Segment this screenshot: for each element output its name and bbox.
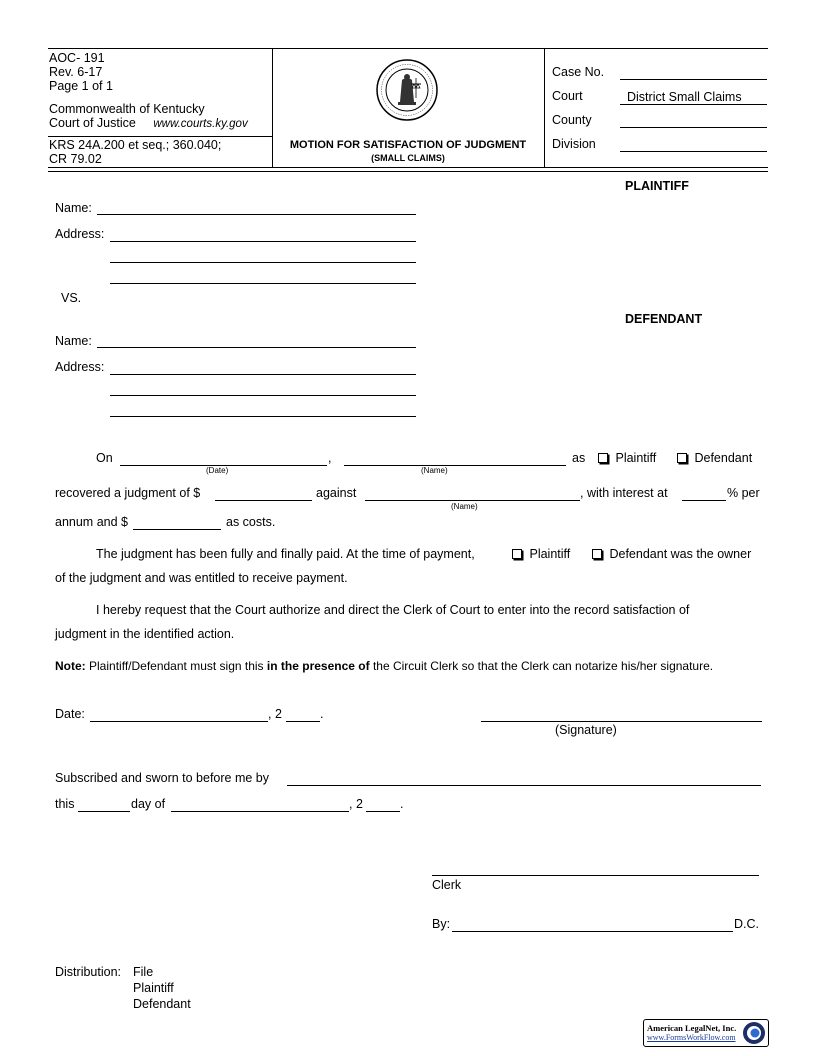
defendant-name-label: Name: bbox=[55, 334, 92, 348]
month-field[interactable] bbox=[171, 811, 349, 812]
as-label: as bbox=[572, 451, 586, 465]
subscribed-label: Subscribed and sworn to before me by bbox=[55, 771, 270, 785]
case-no-field[interactable] bbox=[620, 79, 767, 80]
form-rev: Rev. 6-17 bbox=[49, 65, 103, 79]
plaintiff-address-line-3[interactable] bbox=[110, 283, 416, 284]
court-field bbox=[620, 104, 767, 105]
sign-date-field[interactable] bbox=[90, 721, 268, 722]
defendant-checkbox-1[interactable] bbox=[677, 451, 752, 465]
plaintiff-option-label: Plaintiff bbox=[615, 451, 657, 465]
recovered-label: recovered a judgment of $ bbox=[55, 486, 201, 500]
plaintiff-checkbox-2[interactable] bbox=[512, 547, 570, 561]
name-hint-1: (Name) bbox=[421, 466, 448, 475]
form-subtitle: (SMALL CLAIMS) bbox=[371, 153, 445, 163]
defendant-address-line-1[interactable] bbox=[110, 374, 416, 375]
defendant-heading: DEFENDANT bbox=[625, 312, 703, 326]
plaintiff-address-label: Address: bbox=[55, 227, 105, 241]
subscribed-name-field[interactable] bbox=[287, 785, 761, 786]
plaintiff-option-label: Plaintiff bbox=[529, 547, 571, 561]
header-bottom-rule-2 bbox=[48, 171, 768, 172]
checkbox-icon bbox=[598, 453, 608, 463]
header-divider-right bbox=[544, 48, 545, 167]
name-hint-2: (Name) bbox=[451, 502, 478, 511]
defendant-address-label: Address: bbox=[55, 360, 105, 374]
on-label: On bbox=[96, 451, 113, 465]
division-field[interactable] bbox=[620, 151, 767, 152]
court-label: Court bbox=[552, 89, 583, 103]
distribution-label: Distribution: bbox=[55, 965, 121, 979]
plaintiff-address-line-1[interactable] bbox=[110, 241, 416, 242]
signature-field[interactable] bbox=[481, 721, 762, 722]
vs-label: VS. bbox=[61, 291, 82, 305]
defendant-owner-label: Defendant was the owner bbox=[609, 547, 752, 561]
this-label: this bbox=[55, 797, 75, 811]
plaintiff-checkbox-1[interactable] bbox=[598, 451, 656, 465]
header-top-rule bbox=[48, 48, 768, 49]
plaintiff-name-field[interactable] bbox=[97, 214, 416, 215]
clerk-label: Clerk bbox=[432, 878, 462, 892]
defendant-name-field[interactable] bbox=[97, 347, 416, 348]
by-label: By: bbox=[432, 917, 451, 931]
paid-text-3: of the judgment and was entitled to receive payment. bbox=[55, 571, 348, 585]
defendant-address-line-2[interactable] bbox=[110, 395, 416, 396]
county-field[interactable] bbox=[620, 127, 767, 128]
brand-url[interactable]: www.FormsWorkFlow.com bbox=[647, 1033, 736, 1042]
defendant-option-label: Defendant bbox=[694, 451, 753, 465]
judgment-holder-name-field[interactable] bbox=[344, 465, 566, 466]
distribution-item-file: File bbox=[133, 965, 154, 979]
page-number: Page 1 of 1 bbox=[49, 79, 113, 93]
annum-label: annum and $ bbox=[55, 515, 128, 529]
checkbox-icon bbox=[592, 549, 602, 559]
statute-line-2: CR 79.02 bbox=[49, 152, 102, 166]
checkbox-icon bbox=[677, 453, 687, 463]
header-bottom-rule bbox=[48, 167, 768, 168]
signature-label: (Signature) bbox=[555, 723, 617, 737]
plaintiff-address-line-2[interactable] bbox=[110, 262, 416, 263]
year-prefix: , 2 bbox=[268, 707, 282, 721]
year-prefix-2: , 2 bbox=[349, 797, 363, 811]
note-label: Note: bbox=[55, 659, 86, 673]
deputy-clerk-field[interactable] bbox=[452, 931, 733, 932]
case-no-label: Case No. bbox=[552, 65, 605, 79]
court-info bbox=[49, 102, 248, 131]
county-label: County bbox=[552, 113, 592, 127]
paid-text-1: The judgment has been fully and finally paid. At the time of payment, bbox=[96, 547, 475, 561]
costs-amount-field[interactable] bbox=[133, 529, 221, 530]
against-name-field[interactable] bbox=[365, 500, 580, 501]
defendant-checkbox-2[interactable] bbox=[592, 547, 751, 561]
interest-label: , with interest at bbox=[580, 486, 668, 500]
statute-info bbox=[49, 138, 221, 166]
clerk-signature-field[interactable] bbox=[432, 875, 759, 876]
note-text-bold: in the presence of bbox=[266, 659, 370, 673]
day-of-label: day of bbox=[131, 797, 166, 811]
commonwealth-label: Commonwealth of Kentucky bbox=[49, 102, 205, 116]
checkbox-icon bbox=[512, 549, 522, 559]
dc-label: D.C. bbox=[734, 917, 759, 931]
form-title: MOTION FOR SATISFACTION OF JUDGMENT bbox=[289, 139, 527, 151]
period: . bbox=[320, 707, 324, 721]
costs-label: as costs. bbox=[226, 515, 276, 529]
distribution-item-defendant: Defendant bbox=[133, 997, 191, 1011]
sign-year-field[interactable] bbox=[286, 721, 320, 722]
note bbox=[55, 659, 713, 673]
legalnet-badge[interactable] bbox=[643, 1019, 769, 1047]
plaintiff-heading: PLAINTIFF bbox=[625, 179, 689, 193]
court-value[interactable]: District Small Claims bbox=[627, 90, 742, 104]
website-link[interactable]: www.courts.ky.gov bbox=[153, 118, 248, 130]
request-text-2: judgment in the identified action. bbox=[55, 627, 235, 641]
defendant-address-line-3[interactable] bbox=[110, 416, 416, 417]
notary-year-field[interactable] bbox=[366, 811, 400, 812]
plaintiff-name-label: Name: bbox=[55, 201, 92, 215]
division-label: Division bbox=[552, 137, 596, 151]
request-text-1: I hereby request that the Court authorize and direct the Clerk of Court to enter into the record satisfaction of bbox=[96, 603, 690, 617]
note-text-2: the Circuit Clerk so that the Clerk can notarize his/her signature. bbox=[372, 659, 714, 673]
legalnet-logo-icon bbox=[742, 1021, 766, 1048]
judgment-amount-field[interactable] bbox=[215, 500, 312, 501]
kentucky-seal-icon bbox=[375, 58, 439, 125]
against-label: against bbox=[316, 486, 357, 500]
form-info bbox=[49, 51, 113, 93]
brand-name: American LegalNet, Inc. bbox=[647, 1023, 737, 1033]
court-of-justice-label: Court of Justice bbox=[49, 116, 136, 130]
note-text-1: Plaintiff/Defendant must sign this bbox=[89, 659, 264, 673]
date-hint: (Date) bbox=[206, 466, 229, 475]
day-field[interactable] bbox=[78, 811, 130, 812]
percent-label: % per bbox=[727, 486, 760, 500]
date-label: Date: bbox=[55, 707, 85, 721]
period-2: . bbox=[400, 797, 404, 811]
interest-rate-field[interactable] bbox=[682, 500, 726, 501]
statute-line-1: KRS 24A.200 et seq.; 360.040; bbox=[49, 138, 222, 152]
statute-rule bbox=[48, 136, 272, 137]
form-id: AOC- 191 bbox=[49, 51, 105, 65]
distribution-item-plaintiff: Plaintiff bbox=[133, 981, 174, 995]
comma: , bbox=[328, 451, 332, 465]
